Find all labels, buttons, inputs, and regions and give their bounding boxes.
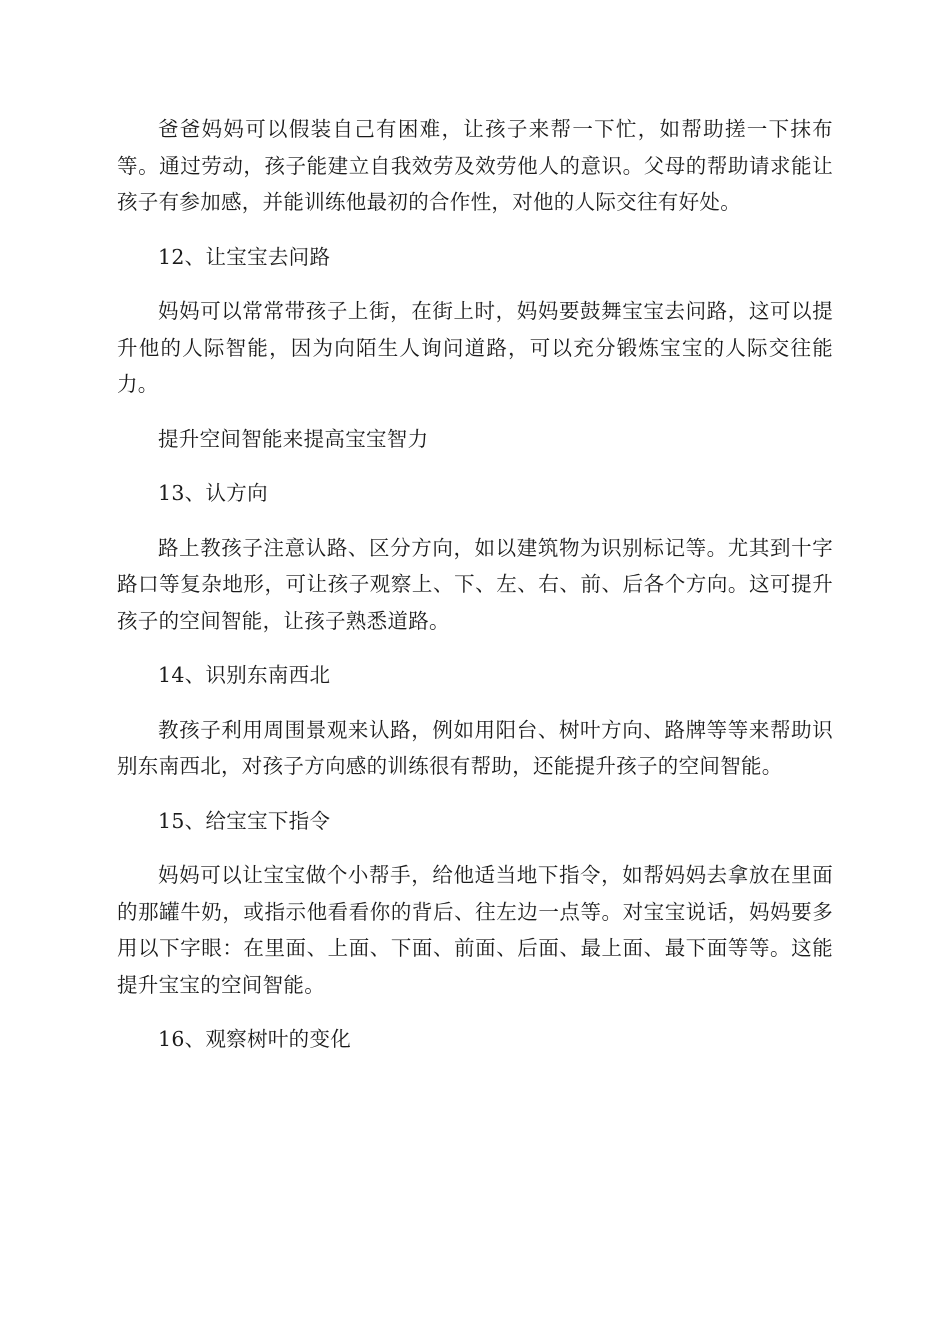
paragraph-giving-instructions: 妈妈可以让宝宝做个小帮手，给他适当地下指令，如帮妈妈去拿放在里面的那罐牛奶，或指示他看看你的背后、往左边一点等。对宝宝说话，妈妈要多用以下字眼：在里面、上面、下面、前面、后面、最上面、最下面等等。这能提升宝宝的空间智能。	[117, 863, 833, 997]
paragraph-helping-chores: 爸爸妈妈可以假装自己有困难，让孩子来帮一下忙，如帮助搓一下抹布等。通过劳动，孩子能建立自我效劳及效劳他人的意识。父母的帮助请求能让孩子有参加感，并能训练他最初的合作性，对他的人际交往有好处。	[117, 117, 833, 214]
section-heading-16: 16、观察树叶的变化	[158, 1027, 352, 1051]
paragraph-recognize-directions: 路上教孩子注意认路、区分方向，如以建筑物为识别标记等。尤其到十字路口等复杂地形，可让孩子观察上、下、左、右、前、后各个方向。这可提升孩子的空间智能，让孩子熟悉道路。	[117, 535, 833, 633]
section-heading-14: 14、识别东南西北	[158, 663, 331, 687]
paragraph-asking-directions: 妈妈可以常常带孩子上街，在街上时，妈妈要鼓舞宝宝去问路，这可以提升他的人际智能，因为向陌生人询问道路，可以充分锻炼宝宝的人际交往能力。	[117, 299, 833, 396]
section-heading-13: 13、认方向	[158, 481, 268, 505]
document-page	[117, 111, 833, 1076]
paragraph-cardinal-directions: 教孩子利用周围景观来认路，例如用阳台、树叶方向、路牌等等来帮助识别东南西北，对孩子方向感的训练很有帮助，还能提升孩子的空间智能。	[117, 717, 833, 778]
section-heading-12: 12、让宝宝去问路	[158, 244, 331, 269]
section-heading-15: 15、给宝宝下指令	[158, 808, 331, 833]
section-heading-spatial-intelligence: 提升空间智能来提高宝宝智力	[158, 426, 429, 451]
